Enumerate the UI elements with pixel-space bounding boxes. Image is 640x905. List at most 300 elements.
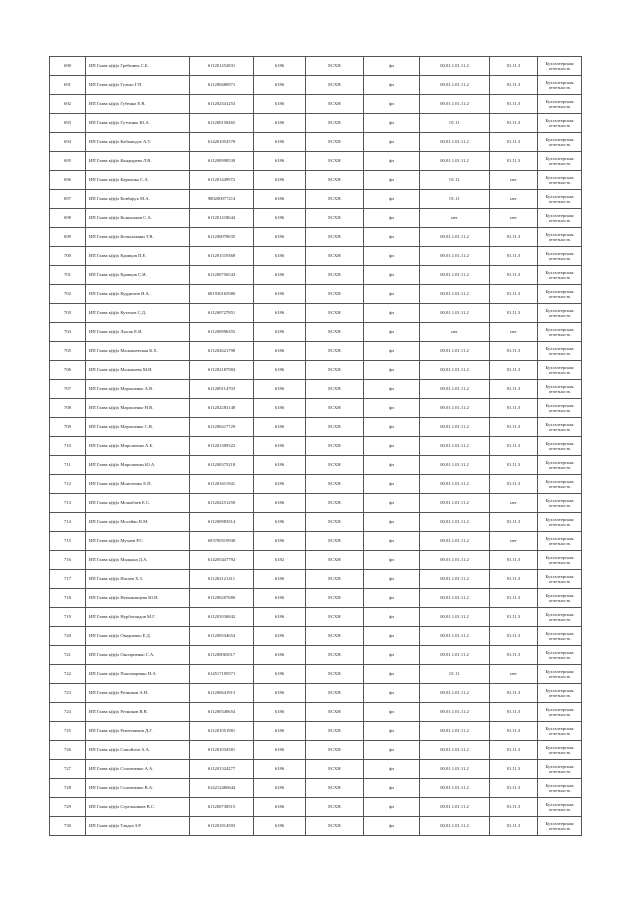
okved-extra-cell: 01.11.3 (490, 608, 538, 627)
table-row (50, 190, 582, 209)
entity-name-cell: ИП Глава к(ф)х Пономаренко Н.А. (86, 665, 190, 684)
entity-name-cell: ИП Глава к(ф)х Карпенко С.А. (86, 171, 190, 190)
person-type-cell: фл (364, 342, 420, 361)
tax-office-code-cell: 6186 (254, 247, 306, 266)
table-row (50, 475, 582, 494)
report-type-cell: Бухгалтерская отчетность (538, 342, 582, 361)
tax-regime-cell: ЕСХН (306, 152, 364, 171)
entity-name-cell: ИП Глава к(ф)х Самойлов А.А. (86, 741, 190, 760)
okved-extra-cell: 01.11.3 (490, 228, 538, 247)
table-row (50, 532, 582, 551)
tax-regime-cell: ЕСХН (306, 798, 364, 817)
entity-name-cell: ИП Глава к(ф)х Гулько Г.П. (86, 76, 190, 95)
tax-regime-cell: ЕСХН (306, 589, 364, 608)
inn-cell: 611201309322 (190, 437, 254, 456)
entity-name-cell: ИП Глава к(ф)х Мирошенко Ю.А. (86, 456, 190, 475)
person-type-cell: фл (364, 304, 420, 323)
tax-regime-cell: ЕСХН (306, 627, 364, 646)
tax-office-code-cell: 6186 (254, 228, 306, 247)
okved-code-cell: нет (420, 323, 490, 342)
person-type-cell: фл (364, 627, 420, 646)
entity-name-cell: ИП Глава к(ф)х Резников В.В. (86, 703, 190, 722)
person-type-cell: фл (364, 152, 420, 171)
inn-cell: 614205447792 (190, 551, 254, 570)
inn-cell: 614212480644 (190, 779, 254, 798)
tax-office-code-cell: 6182 (254, 551, 306, 570)
okved-extra-cell: 01.11.3 (490, 380, 538, 399)
okved-code-cell: 00.01.1.01.11.2 (420, 513, 490, 532)
tax-office-code-cell: 6186 (254, 57, 306, 76)
person-type-cell: фл (364, 817, 420, 836)
tax-office-code-cell: 6186 (254, 475, 306, 494)
okved-extra-cell: 01.11.3 (490, 304, 538, 323)
okved-extra-cell: 01.11.3 (490, 456, 538, 475)
table-row (50, 703, 582, 722)
entity-name-cell: ИП Глава к(ф)х Копылаквин Т.В. (86, 228, 190, 247)
tax-regime-cell: ЕСХН (306, 684, 364, 703)
table-row (50, 323, 582, 342)
registry-table (49, 56, 582, 836)
table-row (50, 494, 582, 513)
row-number-cell: 692 (50, 95, 86, 114)
report-type-cell: Бухгалтерская отчетность (538, 361, 582, 380)
table-row (50, 228, 582, 247)
inn-cell: 611200480971 (190, 76, 254, 95)
table-row (50, 722, 582, 741)
okved-extra-cell: 01.11.3 (490, 798, 538, 817)
okved-extra-cell: 01.11.3 (490, 247, 538, 266)
table-row (50, 437, 582, 456)
inn-cell: 611202121411 (190, 570, 254, 589)
person-type-cell: фл (364, 475, 420, 494)
okved-extra-cell: 01.11.3 (490, 285, 538, 304)
okved-code-cell: 01.11 (420, 190, 490, 209)
tax-office-code-cell: 6186 (254, 456, 306, 475)
report-type-cell: Бухгалтерская отчетность (538, 665, 582, 684)
tax-office-code-cell: 6186 (254, 608, 306, 627)
tax-regime-cell: ЕСХН (306, 608, 364, 627)
table-row (50, 513, 582, 532)
tax-regime-cell: ЕСХН (306, 779, 364, 798)
okved-extra-cell: 01.11.3 (490, 114, 538, 133)
person-type-cell: фл (364, 209, 420, 228)
person-type-cell: фл (364, 532, 420, 551)
row-number-cell: 705 (50, 342, 86, 361)
person-type-cell: фл (364, 323, 420, 342)
table-row (50, 741, 582, 760)
okved-code-cell: 00.01.1.01.11.2 (420, 228, 490, 247)
entity-name-cell: ИП Глава к(ф)х Нурбагандов М.Г. (86, 608, 190, 627)
row-number-cell: 720 (50, 627, 86, 646)
report-type-cell: Бухгалтерская отчетность (538, 570, 582, 589)
inn-cell: 611200078035 (190, 228, 254, 247)
tax-office-code-cell: 6186 (254, 266, 306, 285)
okved-extra-cell: 01.11.3 (490, 399, 538, 418)
inn-cell: 611200998539 (190, 152, 254, 171)
entity-name-cell: ИП Глава к(ф)х Курдюков И.А. (86, 285, 190, 304)
okved-extra-cell: 01.11.3 (490, 437, 538, 456)
row-number-cell: 691 (50, 76, 86, 95)
okved-extra-cell: 01.11.3 (490, 342, 538, 361)
okved-code-cell: 00.01.1.01.11.2 (420, 798, 490, 817)
person-type-cell: фл (364, 361, 420, 380)
row-number-cell: 724 (50, 703, 86, 722)
tax-regime-cell: ЕСХН (306, 399, 364, 418)
row-number-cell: 694 (50, 133, 86, 152)
table-row (50, 684, 582, 703)
row-number-cell: 704 (50, 323, 86, 342)
report-type-cell: Бухгалтерская отчетность (538, 589, 582, 608)
okved-extra-cell: 01.11.3 (490, 95, 538, 114)
tax-office-code-cell: 6186 (254, 532, 306, 551)
table-row (50, 133, 582, 152)
report-type-cell: Бухгалтерская отчетность (538, 703, 582, 722)
inn-cell: 614517199571 (190, 665, 254, 684)
row-number-cell: 695 (50, 152, 86, 171)
person-type-cell: фл (364, 437, 420, 456)
report-type-cell: Бухгалтерская отчетность (538, 627, 582, 646)
okved-extra-cell: 01.11.3 (490, 646, 538, 665)
tax-regime-cell: ЕСХН (306, 361, 364, 380)
inn-cell: 611202621798 (190, 342, 254, 361)
tax-office-code-cell: 6186 (254, 589, 306, 608)
tax-office-code-cell: 6186 (254, 285, 306, 304)
tax-office-code-cell: 6186 (254, 133, 306, 152)
table-row (50, 779, 582, 798)
report-type-cell: Бухгалтерская отчетность (538, 418, 582, 437)
inn-cell: 611200158465 (190, 114, 254, 133)
table-row (50, 361, 582, 380)
entity-name-cell: ИП Глава к(ф)х Губенко Е.В. (86, 95, 190, 114)
inn-cell: 614201054578 (190, 133, 254, 152)
okved-code-cell: 00.01.1.01.11.2 (420, 532, 490, 551)
inn-cell: 611200738515 (190, 798, 254, 817)
tax-regime-cell: ЕСХН (306, 304, 364, 323)
person-type-cell: фл (364, 551, 420, 570)
person-type-cell: фл (364, 266, 420, 285)
tax-regime-cell: ЕСХН (306, 171, 364, 190)
report-type-cell: Бухгалтерская отчетность (538, 684, 582, 703)
okved-extra-cell: нет (490, 323, 538, 342)
inn-cell: 611200996355 (190, 323, 254, 342)
entity-name-cell: ИП Глава к(ф)х Марошенко С.В. (86, 418, 190, 437)
report-type-cell: Бухгалтерская отчетность (538, 323, 582, 342)
row-number-cell: 713 (50, 494, 86, 513)
row-number-cell: 723 (50, 684, 86, 703)
row-number-cell: 709 (50, 418, 86, 437)
tax-office-code-cell: 6186 (254, 323, 306, 342)
tax-regime-cell: ЕСХН (306, 133, 364, 152)
entity-name-cell: ИП Глава к(ф)х Мирошенко А.Б. (86, 437, 190, 456)
okved-extra-cell: 01.11.3 (490, 817, 538, 836)
tax-regime-cell: ЕСХН (306, 646, 364, 665)
person-type-cell: фл (364, 95, 420, 114)
tax-regime-cell: ЕСХН (306, 513, 364, 532)
okved-code-cell: 00.01.1.01.11.2 (420, 494, 490, 513)
entity-name-cell: ИП Глава к(ф)х Мыцына Д.А. (86, 551, 190, 570)
person-type-cell: фл (364, 684, 420, 703)
person-type-cell: фл (364, 608, 420, 627)
table-row (50, 570, 582, 589)
person-type-cell: фл (364, 589, 420, 608)
person-type-cell: фл (364, 190, 420, 209)
tax-office-code-cell: 6186 (254, 627, 306, 646)
entity-name-cell: ИП Глава к(ф)х Моисеенко Е.П. (86, 475, 190, 494)
person-type-cell: фл (364, 228, 420, 247)
person-type-cell: фл (364, 779, 420, 798)
okved-code-cell: 00.01.1.01.11.2 (420, 380, 490, 399)
tax-office-code-cell: 6186 (254, 665, 306, 684)
okved-extra-cell: нет (490, 171, 538, 190)
row-number-cell: 699 (50, 228, 86, 247)
okved-code-cell: 00.01.1.01.11.2 (420, 722, 490, 741)
table-row (50, 76, 582, 95)
okved-extra-cell: 01.11.3 (490, 266, 538, 285)
okved-code-cell: 00.01.1.01.11.2 (420, 817, 490, 836)
okved-code-cell: 00.01.1.01.11.2 (420, 304, 490, 323)
tax-office-code-cell: 6186 (254, 152, 306, 171)
entity-name-cell: ИП Глава к(ф)х Гутченко Ю.А. (86, 114, 190, 133)
entity-name-cell: ИП Глава к(ф)х Кравцов П.Е. (86, 247, 190, 266)
entity-name-cell: ИП Глава к(ф)х Соловченко А.А. (86, 760, 190, 779)
okved-code-cell: 00.01.1.01.11.2 (420, 133, 490, 152)
tax-regime-cell: ЕСХН (306, 418, 364, 437)
report-type-cell: Бухгалтерская отчетность (538, 228, 582, 247)
row-number-cell: 710 (50, 437, 86, 456)
table-row (50, 209, 582, 228)
person-type-cell: фл (364, 57, 420, 76)
report-type-cell: Бухгалтерская отчетность (538, 437, 582, 456)
entity-name-cell: ИП Глава к(ф)х Марошенко Н.В. (86, 399, 190, 418)
report-type-cell: Бухгалтерская отчетность (538, 114, 582, 133)
entity-name-cell: ИП Глава к(ф)х Ковбарук М.А. (86, 190, 190, 209)
tax-regime-cell: ЕСХН (306, 323, 364, 342)
entity-name-cell: ИП Глава к(ф)х Мухаев Р.С. (86, 532, 190, 551)
row-number-cell: 722 (50, 665, 86, 684)
entity-name-cell: ИП Глава к(ф)х Нагаев Х.З. (86, 570, 190, 589)
table-row (50, 152, 582, 171)
person-type-cell: фл (364, 741, 420, 760)
report-type-cell: Бухгалтерская отчетность (538, 494, 582, 513)
okved-extra-cell: 01.11.3 (490, 703, 538, 722)
person-type-cell: фл (364, 456, 420, 475)
inn-cell: 611200114703 (190, 380, 254, 399)
row-number-cell: 697 (50, 190, 86, 209)
table-row (50, 798, 582, 817)
inn-cell: 611201519368 (190, 247, 254, 266)
okved-extra-cell: 01.11.3 (490, 361, 538, 380)
tax-office-code-cell: 6186 (254, 304, 306, 323)
person-type-cell: фл (364, 798, 420, 817)
inn-cell: 611200727851 (190, 304, 254, 323)
person-type-cell: фл (364, 418, 420, 437)
entity-name-cell: ИП Глава к(ф)х Кравцов С.И. (86, 266, 190, 285)
inn-cell: 611200340654 (190, 703, 254, 722)
tax-regime-cell: ЕСХН (306, 760, 364, 779)
person-type-cell: фл (364, 380, 420, 399)
okved-code-cell: нет (420, 209, 490, 228)
table-row (50, 266, 582, 285)
inn-cell: 611202283148 (190, 399, 254, 418)
okved-code-cell: 01.11 (420, 171, 490, 190)
person-type-cell: фл (364, 399, 420, 418)
report-type-cell: Бухгалтерская отчетность (538, 57, 582, 76)
row-number-cell: 707 (50, 380, 86, 399)
okved-code-cell: 00.01.1.01.11.2 (420, 646, 490, 665)
report-type-cell: Бухгалтерская отчетность (538, 247, 582, 266)
table-row (50, 342, 582, 361)
tax-office-code-cell: 6186 (254, 741, 306, 760)
tax-office-code-cell: 6186 (254, 380, 306, 399)
tax-regime-cell: ЕСХН (306, 95, 364, 114)
tax-regime-cell: ЕСХН (306, 722, 364, 741)
inn-cell: 611200756543 (190, 266, 254, 285)
tax-regime-cell: ЕСХН (306, 532, 364, 551)
row-number-cell: 693 (50, 114, 86, 133)
entity-name-cell: ИП Глава к(ф)х Оноприенко С.А. (86, 646, 190, 665)
tax-office-code-cell: 6186 (254, 171, 306, 190)
inn-cell: 693700319938 (190, 532, 254, 551)
okved-code-cell: 00.01.1.01.11.2 (420, 570, 490, 589)
table-row (50, 247, 582, 266)
okved-extra-cell: 01.11.3 (490, 684, 538, 703)
report-type-cell: Бухгалтерская отчетность (538, 190, 582, 209)
tax-regime-cell: ЕСХН (306, 266, 364, 285)
okved-code-cell: 00.01.1.01.11.2 (420, 95, 490, 114)
okved-code-cell: 00.01.1.01.11.2 (420, 399, 490, 418)
entity-name-cell: ИП Глава к(ф)х Коньшаков С.А. (86, 209, 190, 228)
row-number-cell: 712 (50, 475, 86, 494)
tax-office-code-cell: 6186 (254, 722, 306, 741)
inn-cell: 611201449972 (190, 171, 254, 190)
report-type-cell: Бухгалтерская отчетность (538, 399, 582, 418)
tax-office-code-cell: 6186 (254, 494, 306, 513)
report-type-cell: Бухгалтерская отчетность (538, 608, 582, 627)
tax-office-code-cell: 6186 (254, 779, 306, 798)
okved-code-cell: 00.01.1.01.11.2 (420, 342, 490, 361)
okved-code-cell: 00.01.1.01.11.2 (420, 684, 490, 703)
inn-cell: 611200983514 (190, 513, 254, 532)
row-number-cell: 729 (50, 798, 86, 817)
tax-regime-cell: ЕСХН (306, 817, 364, 836)
row-number-cell: 725 (50, 722, 86, 741)
row-number-cell: 702 (50, 285, 86, 304)
entity-name-cell: ИП Глава к(ф)х Лысак Е.И. (86, 323, 190, 342)
report-type-cell: Бухгалтерская отчетность (538, 779, 582, 798)
inn-cell: 611201324277 (190, 760, 254, 779)
entity-name-cell: ИП Глава к(ф)х Резников А.Н. (86, 684, 190, 703)
table-row (50, 114, 582, 133)
entity-name-cell: ИП Глава к(ф)х Кандырева Л.В. (86, 152, 190, 171)
person-type-cell: фл (364, 513, 420, 532)
okved-code-cell: 00.01.1.01.11.2 (420, 551, 490, 570)
inn-cell: 611201051981 (190, 722, 254, 741)
tax-regime-cell: ЕСХН (306, 494, 364, 513)
tax-office-code-cell: 6186 (254, 817, 306, 836)
inn-cell: 611200417729 (190, 418, 254, 437)
tax-regime-cell: ЕСХН (306, 190, 364, 209)
entity-name-cell: ИП Глава к(ф)х Решетников Д.Г. (86, 722, 190, 741)
inn-cell: 611202187984 (190, 361, 254, 380)
report-type-cell: Бухгалтерская отчетность (538, 798, 582, 817)
entity-name-cell: ИП Глава к(ф)х Немыканцева Ю.Н. (86, 589, 190, 608)
okved-extra-cell: 01.11.3 (490, 760, 538, 779)
okved-code-cell: 00.01.1.01.11.2 (420, 589, 490, 608)
row-number-cell: 698 (50, 209, 86, 228)
person-type-cell: фл (364, 703, 420, 722)
table-row (50, 456, 582, 475)
row-number-cell: 716 (50, 551, 86, 570)
okved-extra-cell: 01.11.3 (490, 513, 538, 532)
tax-office-code-cell: 6186 (254, 209, 306, 228)
person-type-cell: фл (364, 665, 420, 684)
okved-code-cell: 01.11 (420, 665, 490, 684)
report-type-cell: Бухгалтерская отчетность (538, 76, 582, 95)
person-type-cell: фл (364, 114, 420, 133)
tax-office-code-cell: 6186 (254, 342, 306, 361)
okved-extra-cell: 01.11.3 (490, 76, 538, 95)
tax-regime-cell: ЕСХН (306, 741, 364, 760)
table-row (50, 57, 582, 76)
tax-regime-cell: ЕСХН (306, 228, 364, 247)
tax-office-code-cell: 6186 (254, 684, 306, 703)
entity-name-cell: ИП Глава к(ф)х Малышева М.Н. (86, 361, 190, 380)
tax-office-code-cell: 6186 (254, 418, 306, 437)
inn-cell: 611200641913 (190, 684, 254, 703)
okved-extra-cell: 01.11.3 (490, 152, 538, 171)
report-type-cell: Бухгалтерская отчетность (538, 304, 582, 323)
okved-code-cell: 00.01.1.01.11.2 (420, 57, 490, 76)
tax-regime-cell: ЕСХН (306, 342, 364, 361)
tax-office-code-cell: 6186 (254, 703, 306, 722)
report-type-cell: Бухгалтерская отчетность (538, 133, 582, 152)
inn-cell: 611202251250 (190, 494, 254, 513)
okved-extra-cell: нет (490, 190, 538, 209)
okved-code-cell: 00.01.1.01.11.2 (420, 475, 490, 494)
table-row (50, 646, 582, 665)
report-type-cell: Бухгалтерская отчетность (538, 475, 582, 494)
okved-code-cell: 00.01.1.01.11.2 (420, 627, 490, 646)
okved-code-cell: 00.01.1.01.11.2 (420, 285, 490, 304)
okved-code-cell: 00.01.1.01.11.2 (420, 361, 490, 380)
report-type-cell: Бухгалтерская отчетность (538, 551, 582, 570)
tax-regime-cell: ЕСХН (306, 247, 364, 266)
person-type-cell: фл (364, 171, 420, 190)
okved-extra-cell: нет (490, 209, 538, 228)
table-row (50, 285, 582, 304)
row-number-cell: 701 (50, 266, 86, 285)
entity-name-cell: ИП Глава к(ф)х Гребенюк С.Б. (86, 57, 190, 76)
okved-extra-cell: 01.11.3 (490, 779, 538, 798)
okved-extra-cell: 01.11.3 (490, 418, 538, 437)
tax-regime-cell: ЕСХН (306, 285, 364, 304)
report-type-cell: Бухгалтерская отчетность (538, 722, 582, 741)
report-type-cell: Бухгалтерская отчетность (538, 741, 582, 760)
inn-cell: 611201914593 (190, 817, 254, 836)
inn-cell: 611200065017 (190, 646, 254, 665)
entity-name-cell: ИП Глава к(ф)х Малышевская К.Х. (86, 342, 190, 361)
okved-extra-cell: 01.11.3 (490, 722, 538, 741)
okved-code-cell: 00.01.1.01.11.2 (420, 608, 490, 627)
tax-regime-cell: ЕСХН (306, 475, 364, 494)
table-row (50, 665, 582, 684)
okved-extra-cell: 01.11.3 (490, 57, 538, 76)
table-row (50, 551, 582, 570)
okved-code-cell: 00.01.1.01.11.2 (420, 703, 490, 722)
person-type-cell: фл (364, 646, 420, 665)
table-row (50, 817, 582, 836)
tax-office-code-cell: 6186 (254, 798, 306, 817)
